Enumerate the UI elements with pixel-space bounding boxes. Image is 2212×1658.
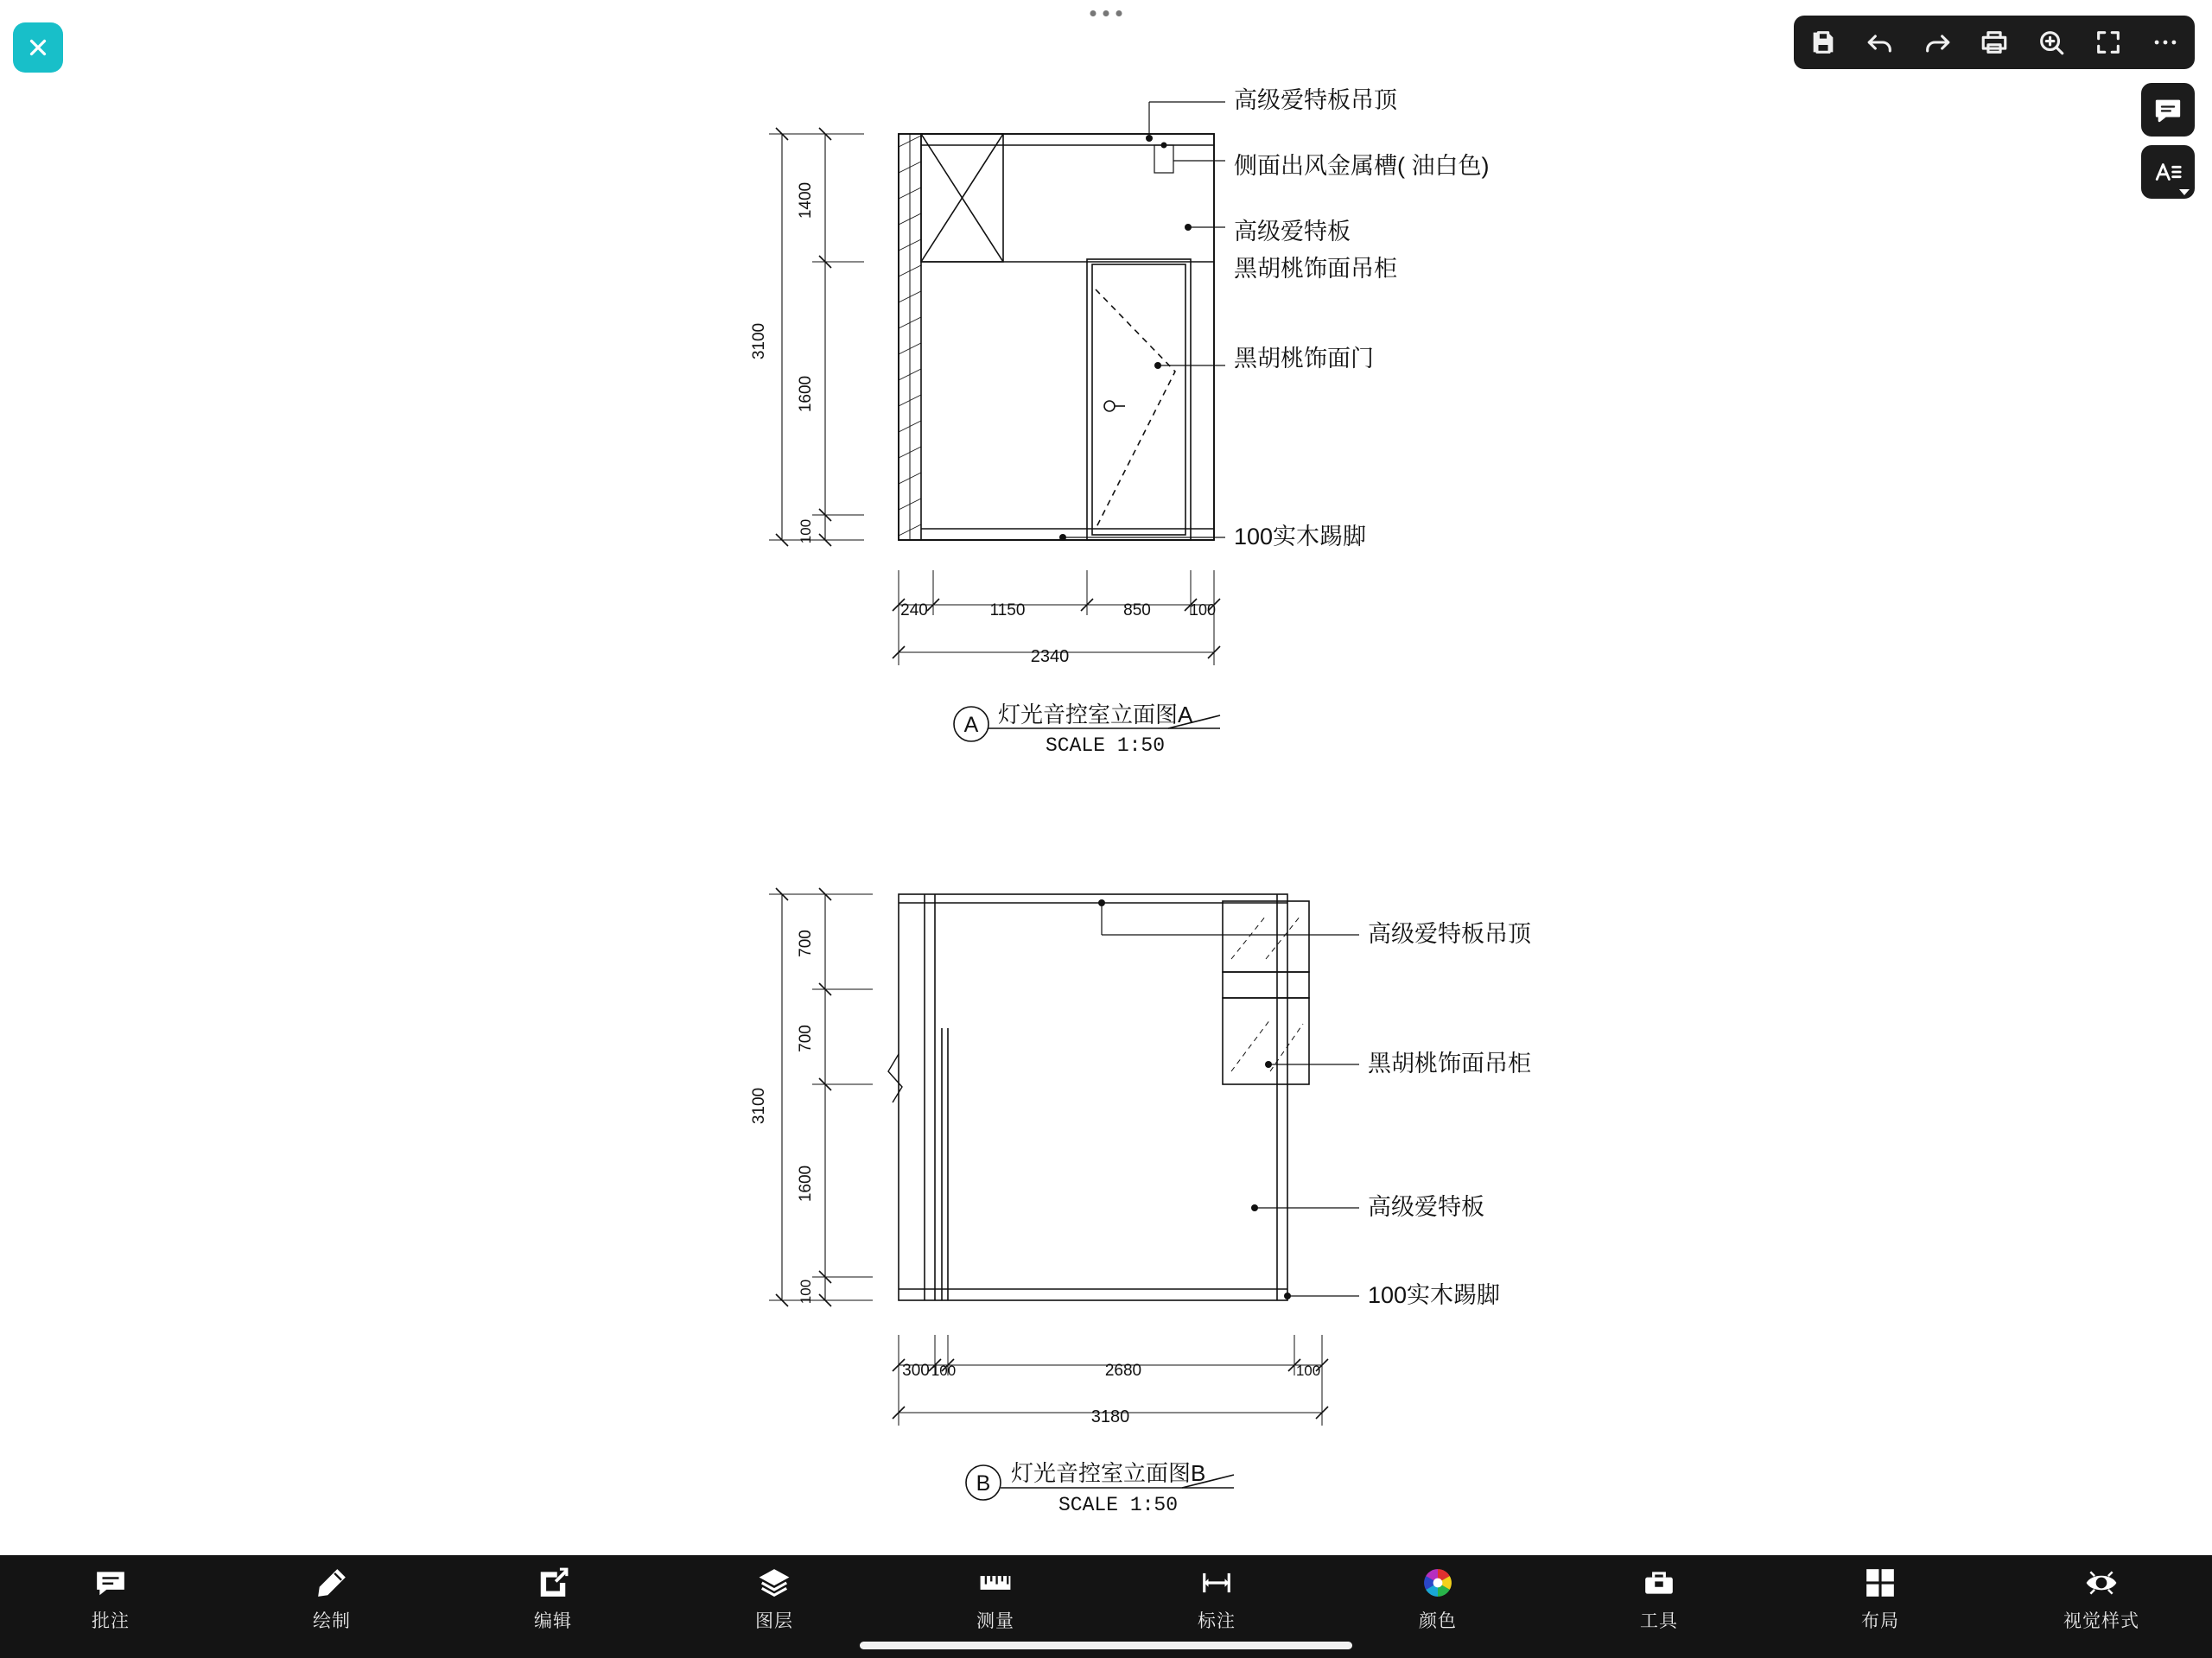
ea-label-ceiling: 高级爱特板吊顶 <box>1234 87 1397 113</box>
toolbox-icon <box>1643 1566 1675 1600</box>
ea-dim-100: 100 <box>798 518 814 544</box>
eb-dim-2680: 2680 <box>1104 1362 1142 1380</box>
home-indicator <box>860 1642 1352 1649</box>
visual-style-icon <box>2085 1566 2118 1600</box>
ea-label-air-slot: 侧面出风金属槽( 油白色) <box>1234 153 1490 179</box>
eb-scale: SCALE 1:50 <box>1058 1494 1179 1516</box>
eb-label-skirting: 100实木踢脚 <box>1368 1282 1501 1308</box>
ea-label-cabinet: 黑胡桃饰面吊柜 <box>1234 256 1397 282</box>
tool-visual-style-label: 视觉样式 <box>2063 1611 2139 1631</box>
tool-tools[interactable] <box>1594 1566 1724 1633</box>
pencil-icon <box>315 1566 348 1600</box>
eb-dim-100a: 100 <box>931 1363 957 1379</box>
eb-bubble: B <box>976 1471 991 1496</box>
tool-edit[interactable] <box>488 1566 618 1633</box>
ea-label-panel: 高级爱特板 <box>1234 219 1351 245</box>
tool-measure[interactable] <box>931 1566 1060 1633</box>
tool-draw-label: 绘制 <box>313 1611 351 1631</box>
ea-title: 灯光音控室立面图A <box>998 702 1193 727</box>
tool-color-label: 颜色 <box>1419 1611 1457 1631</box>
ea-dim-850: 850 <box>1123 601 1151 619</box>
tool-draw[interactable] <box>267 1566 397 1633</box>
tool-layers-label: 图层 <box>755 1611 793 1631</box>
ea-dim-1400: 1400 <box>797 181 815 219</box>
tool-visual-style[interactable] <box>2037 1566 2166 1633</box>
eb-dim-total-h: 3180 <box>1090 1407 1130 1426</box>
color-wheel-icon <box>1421 1566 1454 1600</box>
ea-bubble: A <box>963 713 979 737</box>
tool-layout-label: 布局 <box>1861 1611 1899 1631</box>
ea-dim-100-h: 100 <box>1189 601 1217 619</box>
eb-label-cabinet: 黑胡桃饰面吊柜 <box>1368 1051 1531 1077</box>
tool-dimension[interactable] <box>1152 1566 1281 1633</box>
tool-dimension-label: 标注 <box>1198 1611 1236 1631</box>
layout-grid-icon <box>1864 1566 1897 1600</box>
ruler-icon <box>979 1566 1012 1600</box>
eb-label-ceiling: 高级爱特板吊顶 <box>1368 921 1531 947</box>
eb-dim-700b: 700 <box>797 1025 815 1052</box>
tool-measure-label: 测量 <box>976 1611 1014 1631</box>
tool-tools-label: 工具 <box>1640 1611 1678 1631</box>
tool-color[interactable] <box>1373 1566 1503 1633</box>
tool-layout[interactable] <box>1815 1566 1945 1633</box>
ea-dim-1600: 1600 <box>797 375 815 413</box>
edit-square-icon <box>537 1566 569 1600</box>
eb-dim-total-v: 3100 <box>750 1087 768 1125</box>
ea-dim-total-h: 2340 <box>1030 647 1070 666</box>
eb-dim-300: 300 <box>902 1362 930 1380</box>
ea-scale: SCALE 1:50 <box>1046 734 1166 757</box>
eb-dim-1600: 1600 <box>797 1165 815 1203</box>
eb-label-panel: 高级爱特板 <box>1368 1194 1484 1220</box>
ea-dim-total-v: 3100 <box>750 322 768 360</box>
eb-dim-700a: 700 <box>797 930 815 957</box>
ea-dim-240: 240 <box>900 601 928 619</box>
tool-edit-label: 编辑 <box>534 1611 572 1631</box>
eb-dim-100: 100 <box>798 1279 814 1305</box>
tool-annotate[interactable] <box>46 1566 175 1633</box>
ea-wall-hatch-region <box>899 134 1214 540</box>
ea-label-skirting: 100实木踢脚 <box>1234 524 1367 549</box>
ea-dim-1150: 1150 <box>989 601 1026 619</box>
eb-title: 灯光音控室立面图B <box>1011 1460 1206 1486</box>
tool-layers[interactable] <box>709 1566 839 1633</box>
annotation-icon <box>94 1566 127 1600</box>
layers-icon <box>758 1566 791 1600</box>
ea-label-door: 黑胡桃饰面门 <box>1234 346 1374 372</box>
tool-annotate-label: 批注 <box>92 1611 130 1631</box>
eb-dim-100b: 100 <box>1295 1363 1321 1379</box>
dimension-icon <box>1200 1566 1233 1600</box>
